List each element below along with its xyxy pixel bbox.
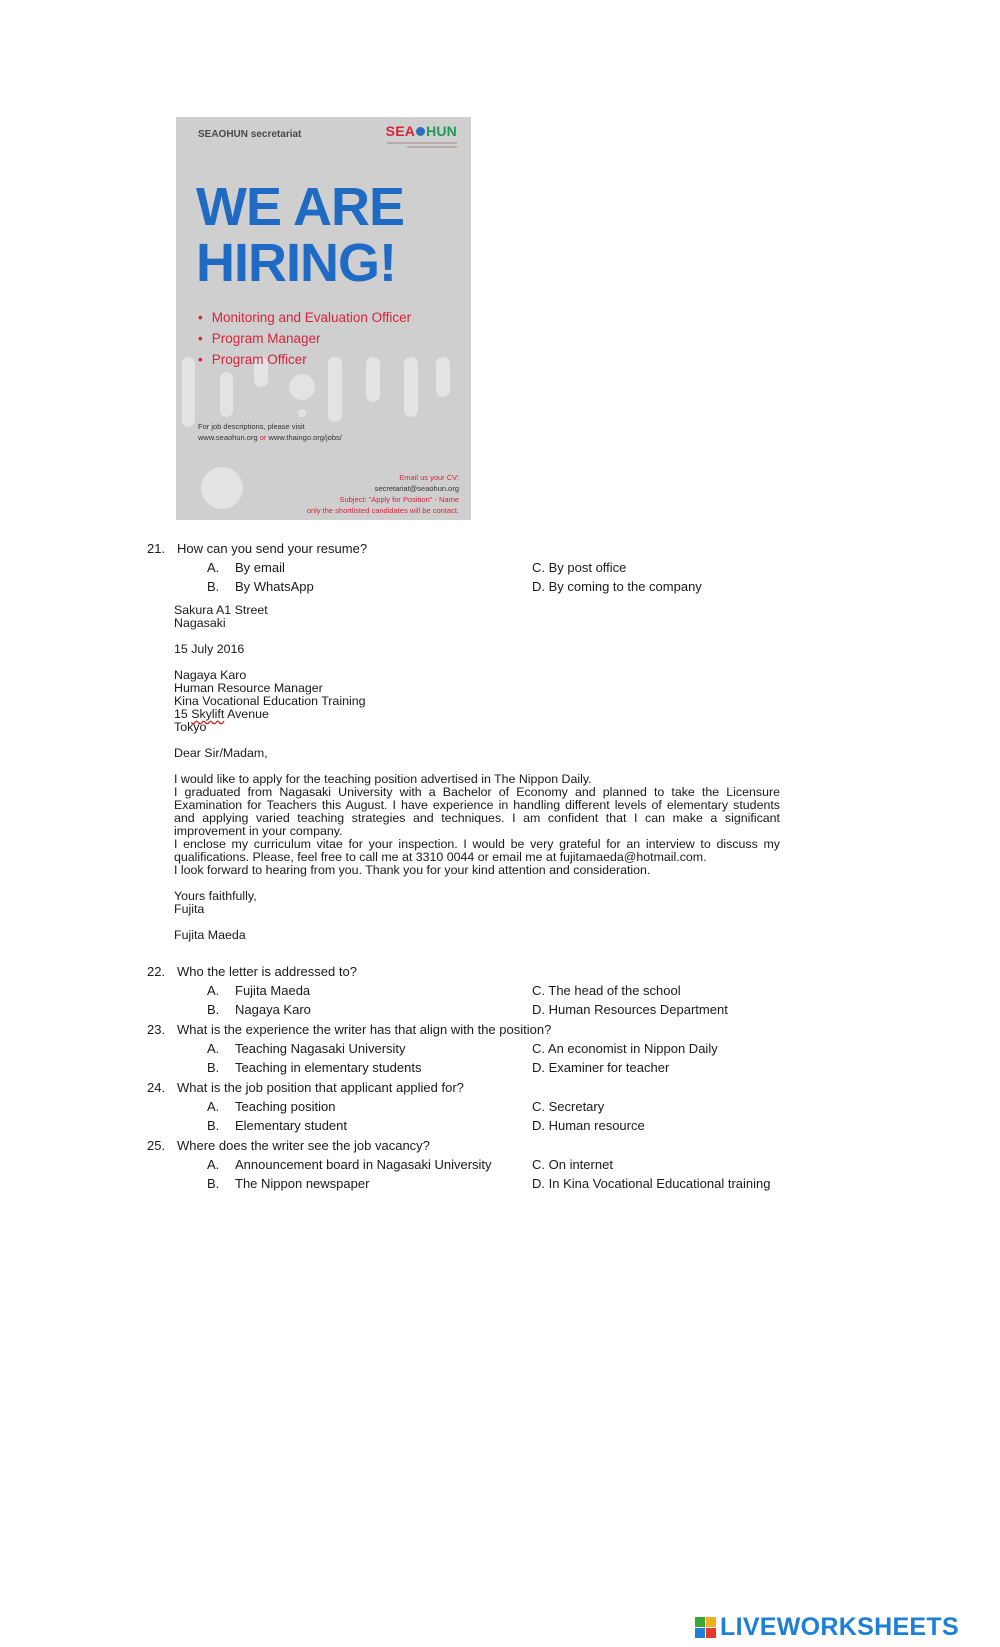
question-text: Where does the writer see the job vacancy?	[177, 1138, 430, 1153]
option-letter: A.	[207, 1099, 220, 1114]
question-number: 24.	[147, 1080, 166, 1095]
recipient-address	[174, 669, 780, 734]
logo-text-hun: HUN	[426, 123, 457, 139]
body-line: I would like to apply for the teaching position advertised in The Nippon Daily.	[174, 772, 592, 786]
question-number: 25.	[147, 1138, 166, 1153]
recipient-title: Human Resource Manager	[174, 681, 323, 695]
option-letter: A.	[207, 1041, 220, 1056]
option-text: Nagaya Karo	[235, 1002, 311, 1017]
position-list	[198, 307, 411, 370]
liveworksheets-brand[interactable]	[695, 1612, 959, 1642]
option-a[interactable]	[207, 983, 310, 998]
option-letter: A.	[207, 1157, 220, 1172]
poster-info	[198, 421, 342, 443]
position-item: • Program Officer	[198, 349, 411, 370]
option-letter: A.	[207, 983, 220, 998]
poster-cta	[307, 472, 459, 516]
sender-city: Nagasaki	[174, 616, 226, 630]
street-type: Avenue	[227, 707, 269, 721]
seaohun-logo	[386, 123, 457, 148]
headline-line-1: WE ARE	[196, 177, 404, 237]
option-text: Elementary student	[235, 1118, 348, 1133]
option-a[interactable]	[207, 1157, 492, 1172]
info-site-2: www.thaingo.org/jobs/	[268, 433, 342, 442]
logo-tagline-2	[407, 146, 457, 148]
street-number: 15	[174, 707, 188, 721]
application-letter	[174, 604, 780, 942]
closing	[174, 890, 780, 916]
position-item: • Program Manager	[198, 328, 411, 349]
poster-header: SEAOHUN secretariat	[198, 129, 302, 140]
option-letter: B.	[207, 1118, 220, 1133]
option-d[interactable]: D. In Kina Vocational Educational training	[532, 1176, 771, 1191]
recipient-street	[174, 708, 780, 721]
option-text: By email	[235, 560, 285, 575]
cta-email: secretariat@seaohun.org	[374, 484, 459, 493]
option-b[interactable]	[207, 1118, 347, 1133]
poster-headline	[196, 179, 404, 291]
question-number: 21.	[147, 541, 166, 556]
info-or: or	[259, 433, 267, 442]
brand-text: LIVEWORKSHEETS	[720, 1612, 959, 1641]
option-d[interactable]: D. Examiner for teacher	[532, 1060, 670, 1075]
liveworksheets-logo-icon	[695, 1617, 716, 1638]
option-b[interactable]	[207, 1176, 369, 1191]
poster-drip	[182, 357, 195, 427]
question-text: How can you send your resume?	[177, 541, 368, 556]
signature: Fujita	[174, 902, 205, 916]
option-letter: B.	[207, 1176, 220, 1191]
cta-line: Email us your CV:	[399, 473, 459, 482]
street-name: Skylift	[191, 707, 225, 721]
question-text: What is the job position that applicant applied for?	[177, 1080, 464, 1095]
option-text: Teaching position	[235, 1099, 336, 1114]
globe-icon	[416, 127, 425, 136]
body-line: I look forward to hearing from you. Thank you for your kind attention and consideration.	[174, 863, 651, 877]
poster-dot	[201, 467, 243, 509]
option-text: Announcement board in Nagasaki University	[235, 1157, 492, 1172]
option-b[interactable]	[207, 579, 314, 594]
option-letter: B.	[207, 579, 220, 594]
letter-date: 15 July 2016	[174, 642, 245, 656]
headline-line-2: HIRING!	[196, 233, 396, 293]
question-text: What is the experience the writer has that align with the position?	[177, 1022, 552, 1037]
option-text: The Nippon newspaper	[235, 1176, 370, 1191]
question-number: 23.	[147, 1022, 166, 1037]
option-letter: A.	[207, 560, 220, 575]
option-c[interactable]: C. By post office	[532, 560, 627, 575]
sender-address	[174, 604, 780, 630]
option-c[interactable]: C. The head of the school	[532, 983, 681, 998]
sender-street: Sakura A1 Street	[174, 603, 268, 617]
option-d[interactable]: D. Human resource	[532, 1118, 645, 1133]
option-text: Teaching in elementary students	[235, 1060, 422, 1075]
option-a[interactable]	[207, 560, 285, 575]
logo-tagline	[387, 142, 457, 144]
signer-name: Fujita Maeda	[174, 928, 246, 942]
option-text: By WhatsApp	[235, 579, 314, 594]
salutation: Dear Sir/Madam,	[174, 746, 268, 760]
poster-drip	[436, 357, 450, 397]
option-d[interactable]: D. By coming to the company	[532, 579, 702, 594]
recipient-name: Nagaya Karo	[174, 668, 247, 682]
option-letter: B.	[207, 1060, 220, 1075]
option-c[interactable]: C. On internet	[532, 1157, 613, 1172]
logo-text-sea: SEA	[385, 123, 416, 139]
recipient-org: Kina Vocational Education Training	[174, 694, 366, 708]
poster-dot	[298, 409, 306, 417]
option-d[interactable]: D. Human Resources Department	[532, 1002, 728, 1017]
cta-note: only the shortlisted candidates will be contact.	[306, 506, 459, 515]
option-b[interactable]	[207, 1060, 421, 1075]
option-c[interactable]: C. Secretary	[532, 1099, 605, 1114]
info-site-1: www.seaohun.org	[198, 433, 258, 442]
option-letter: B.	[207, 1002, 220, 1017]
position-item: • Monitoring and Evaluation Officer	[198, 307, 411, 328]
option-text: Teaching Nagasaki University	[235, 1041, 406, 1056]
poster-drip	[220, 372, 233, 417]
info-line: For job descriptions, please visit	[198, 422, 305, 431]
hiring-poster	[176, 117, 471, 520]
question-number: 22.	[147, 964, 166, 979]
closing-text: Yours faithfully,	[174, 889, 257, 903]
option-a[interactable]	[207, 1099, 335, 1114]
recipient-city: Tokyo	[174, 720, 207, 734]
poster-dot	[289, 374, 315, 400]
body-paragraph: I graduated from Nagasaki University with a Bachelor of Economy and planned to take the Licensure Examination for Teachers this August. I have experience in handling different levels of elementary students and applying varied teaching strategies and techniques. I am confident that I can make a significant improvement in your company.	[174, 785, 780, 838]
cta-subject: Subject: "Apply for Position" - Name	[339, 495, 459, 504]
body-paragraph: I enclose my curriculum vitae for your inspection. I would be very grateful for an interview to discuss my qualifications. Please, feel free to call me at 3310 0044 or email me at fujitamaeda@hotmail.com.	[174, 837, 780, 864]
letter-body	[174, 773, 780, 877]
option-c[interactable]: C. An economist in Nippon Daily	[532, 1041, 718, 1056]
question-text: Who the letter is addressed to?	[177, 964, 357, 979]
option-b[interactable]	[207, 1002, 311, 1017]
option-a[interactable]	[207, 1041, 406, 1056]
option-text: Fujita Maeda	[235, 983, 311, 998]
